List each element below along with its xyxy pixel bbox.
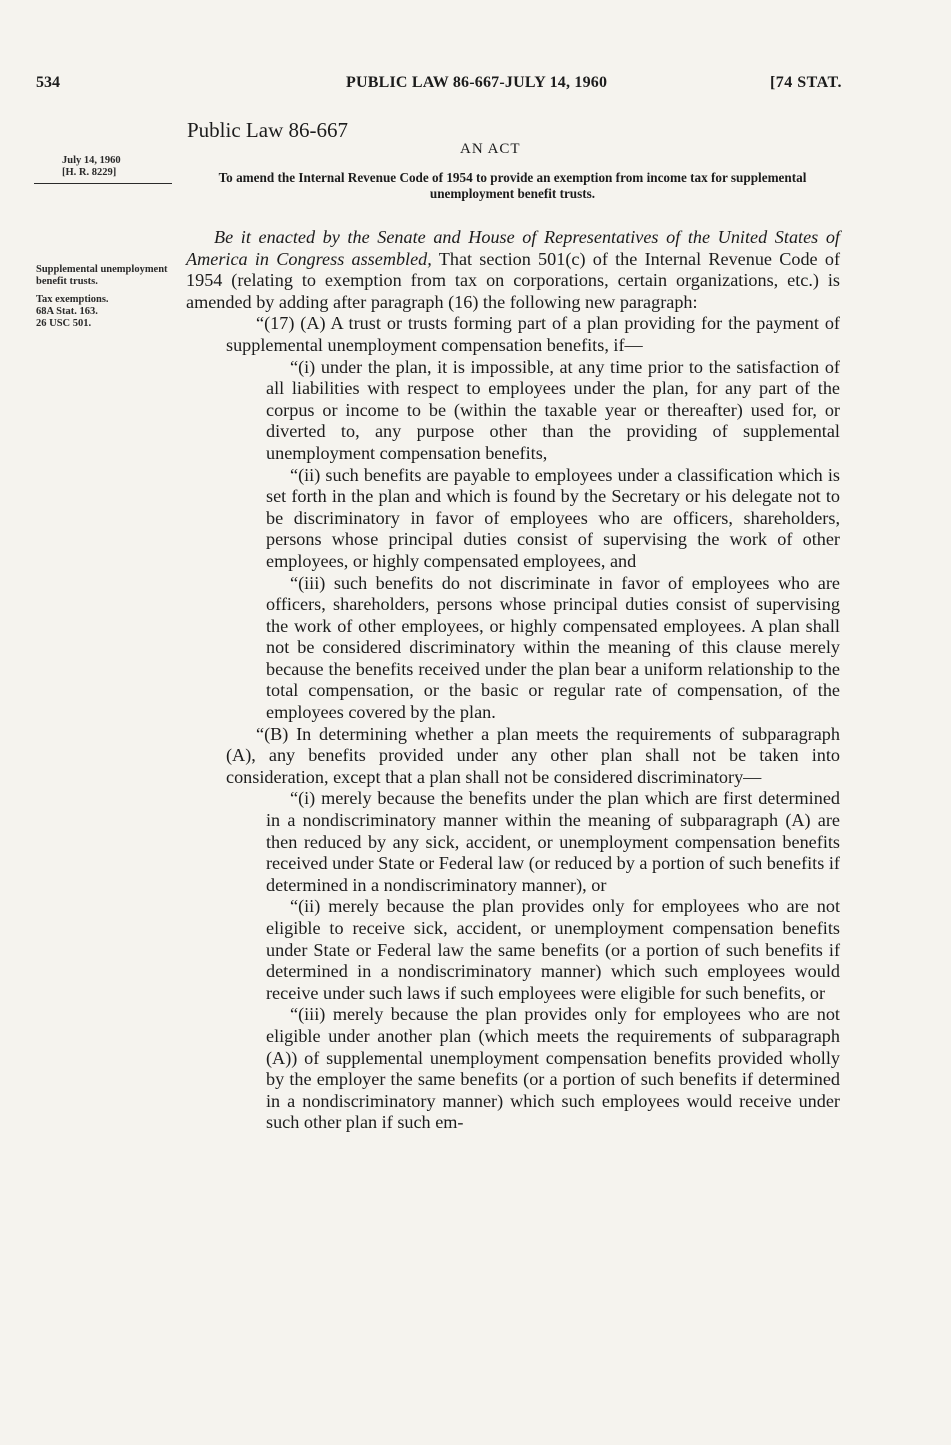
margin-tax-exemptions: Tax exemptions. (36, 294, 109, 305)
margin-subject-notes (36, 264, 178, 330)
running-title: PUBLIC LAW 86-667-JULY 14, 1960 (346, 74, 608, 91)
stat-reference: [74 STAT. (769, 74, 842, 91)
amendment-intro: That section 501(c) of the Internal Revenue Code of 1954 (relating to exemption from tax on corporations, certain organizations, etc.) is amended by adding after paragraph (16) the following new paragraph: (186, 248, 841, 312)
margin-date: July 14, 1960 (62, 155, 121, 166)
margin-stat-citation: 68A Stat. 163. (36, 306, 98, 317)
statute-body (186, 227, 840, 1134)
clause-A-iii: “(iii) such benefits do not discriminate in favor of employees who are officers, shareholders, persons whose principal duties consist of supervising the work of other employees, or highly compensated employees. A plan shall not be considered discriminatory within the meaning of this clause merely because the benefits received under the plan bear a uniform relationship to the total compensation, or the basic or regular rate of compensation, of the employees covered by the plan. (266, 572, 840, 723)
enacting-clause: Be it enacted by the Senate and House of Representatives of the United States of America in Congress assembled, (186, 227, 840, 269)
enacting-paragraph (186, 227, 840, 313)
margin-usc-citation: 26 USC 501. (36, 318, 92, 329)
clause-B-ii: “(ii) merely because the plan provides only for employees who are not eligible to receive sick, accident, or unemployment compensation benefits under State or Federal law the same benefits (or a portion of such benefits if determined in a nondiscriminatory manner) which such employees would receive under such laws if such employees were eligible for such benefits, or (266, 896, 840, 1003)
page-number: 534 (36, 74, 60, 91)
margin-date-note (62, 155, 172, 179)
paragraph-17-A: “(17) (A) A trust or trusts forming part of a plan providing for the payment of supplemental unemployment compensation benefits, if— (226, 313, 840, 355)
clause-B-iii: “(iii) merely because the plan provides only for employees who are not eligible under another plan (which meets the requirements of subparagraph (A)) of supplemental unemployment compensation benefits provided wholly by the employer the same benefits (or a portion of such benefits if determined in a nondiscriminatory manner) which such employees would receive under such other plan if such em- (266, 1004, 840, 1133)
margin-divider (34, 183, 172, 184)
act-heading: AN ACT (460, 141, 521, 157)
act-purpose: To amend the Internal Revenue Code of 1954 to provide an exemption from income tax for supplemental unemployment benefit trusts. (218, 170, 807, 201)
clause-A-ii: “(ii) such benefits are payable to employees under a classification which is set forth in the plan and which is found by the Secretary or his delegate not to be discriminatory in favor of employees who are officers, shareholders, persons whose principal duties consist of supervising the work of other employees, or highly compensated employees, and (266, 464, 840, 571)
margin-bill-number: [H. R. 8229] (62, 167, 117, 178)
clause-A-i: “(i) under the plan, it is impossible, at any time prior to the satisfaction of all liabilities with respect to employees under the plan, for any part of the corpus or income to be (within the taxable year or thereafter) used for, or diverted to, any purpose other than the providing of supplemental unemployment compensation benefits, (266, 356, 840, 463)
clause-B-i: “(i) merely because the benefits under the plan which are first determined in a nondiscriminatory manner within the meaning of subparagraph (A) are then reduced by any sick, accident, or unemployment compensation benefits received under State or Federal law (or reduced by a portion of such benefits if determined in a nondiscriminatory manner), or (266, 788, 840, 895)
public-law-number: Public Law 86-667 (187, 118, 348, 142)
subparagraph-B: “(B) In determining whether a plan meets the requirements of subparagraph (A), any benefits provided under any other plan shall not be taken into consideration, except that a plan shall not be considered discriminatory— (226, 723, 840, 787)
margin-subject: Supplemental unemployment benefit trusts. (36, 264, 168, 287)
running-header (36, 74, 842, 98)
